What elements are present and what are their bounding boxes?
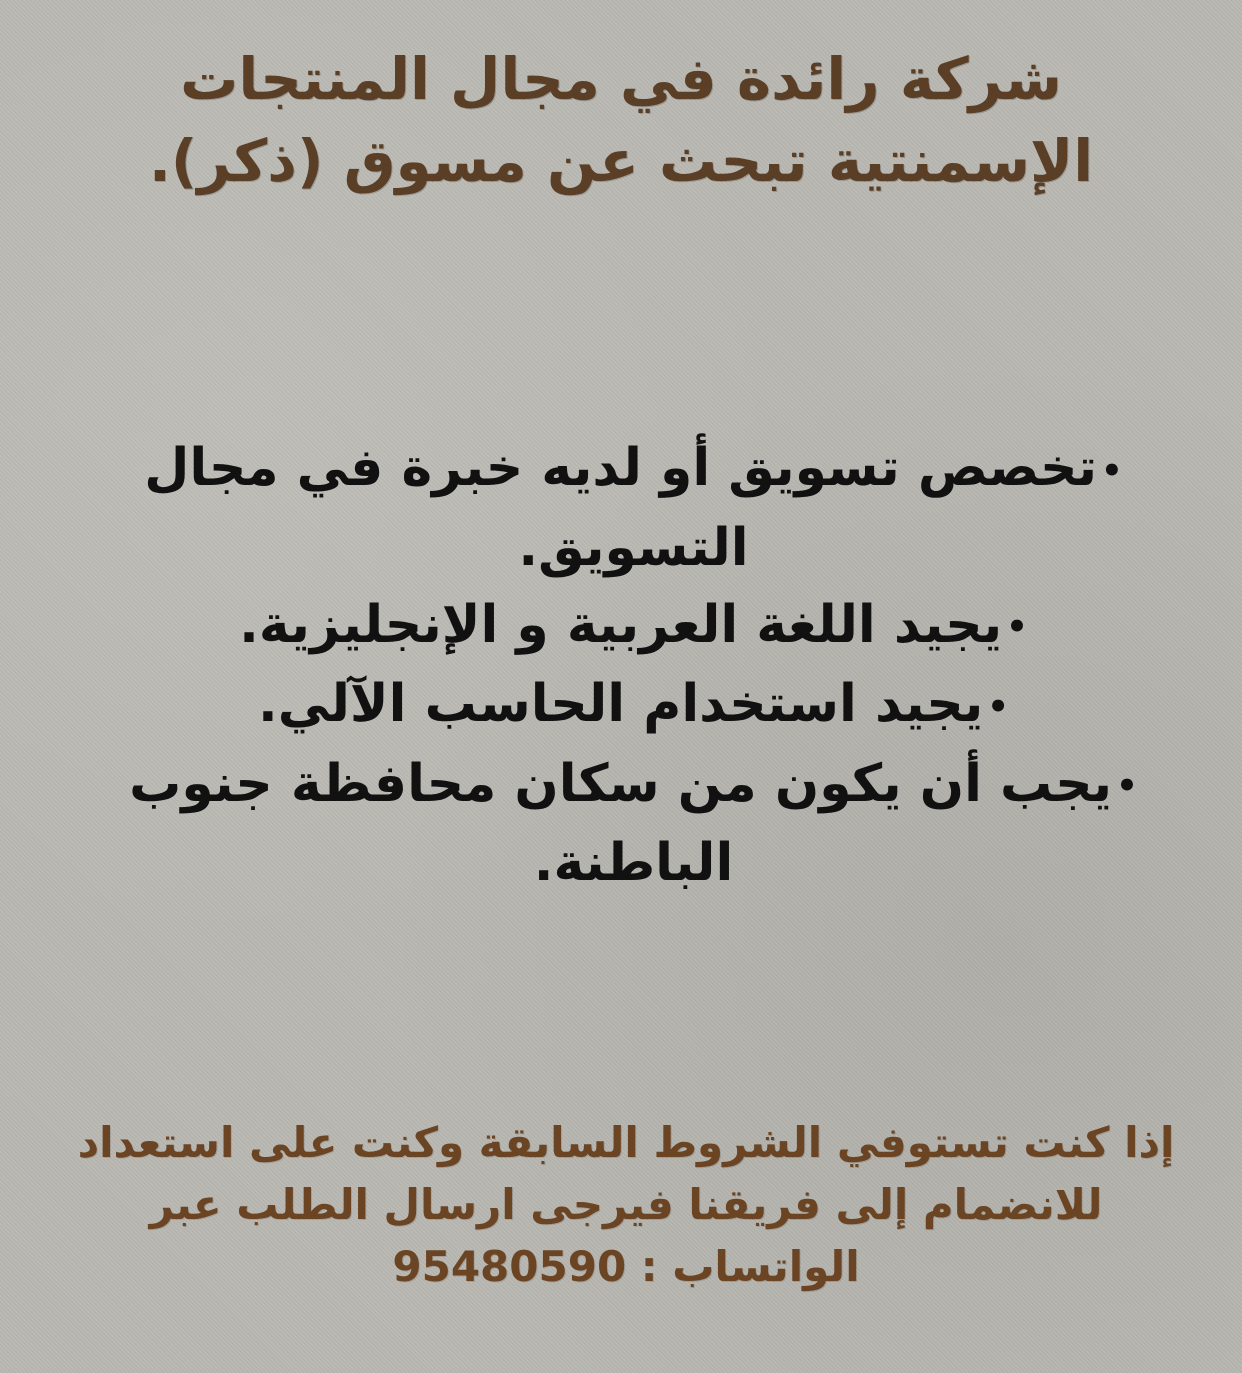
whatsapp-label: الواتساب :: [640, 1242, 860, 1291]
contact-line-1: إذا كنت تستوفي الشروط السابقة وكنت على استعداد: [77, 1118, 1175, 1167]
bullet-icon: •: [1101, 450, 1123, 491]
phone-number: 95480590: [392, 1242, 627, 1291]
requirement-text: يجيد استخدام الحاسب الآلي.: [258, 674, 984, 734]
requirements-list: [95, 430, 1172, 902]
headline: [90, 38, 1152, 202]
headline-line-2: الإسمنتية تبحث عن مسوق (ذكر).: [148, 127, 1094, 195]
contact-instructions: [50, 1112, 1202, 1298]
contact-line-3: [50, 1236, 1202, 1298]
requirement-item: [95, 430, 1172, 587]
bullet-icon: •: [1006, 607, 1028, 647]
requirement-text: تخصص تسويق أو لديه خبرة في مجال التسويق.: [144, 438, 1097, 578]
requirement-text: يجيد اللغة العربية و الإنجليزية.: [239, 594, 1003, 655]
headline-line-1: شركة رائدة في مجال المنتجات: [180, 45, 1062, 113]
requirement-item: [95, 666, 1172, 746]
bullet-icon: •: [1116, 766, 1138, 806]
requirement-item: [95, 587, 1172, 667]
contact-line-2: للانضمام إلى فريقنا فيرجى ارسال الطلب عبر: [149, 1180, 1103, 1229]
bullet-icon: •: [987, 686, 1009, 727]
requirement-text: يجب أن يكون من سكان محافظة جنوب الباطنة.: [129, 753, 1113, 893]
requirement-item: [95, 746, 1172, 903]
